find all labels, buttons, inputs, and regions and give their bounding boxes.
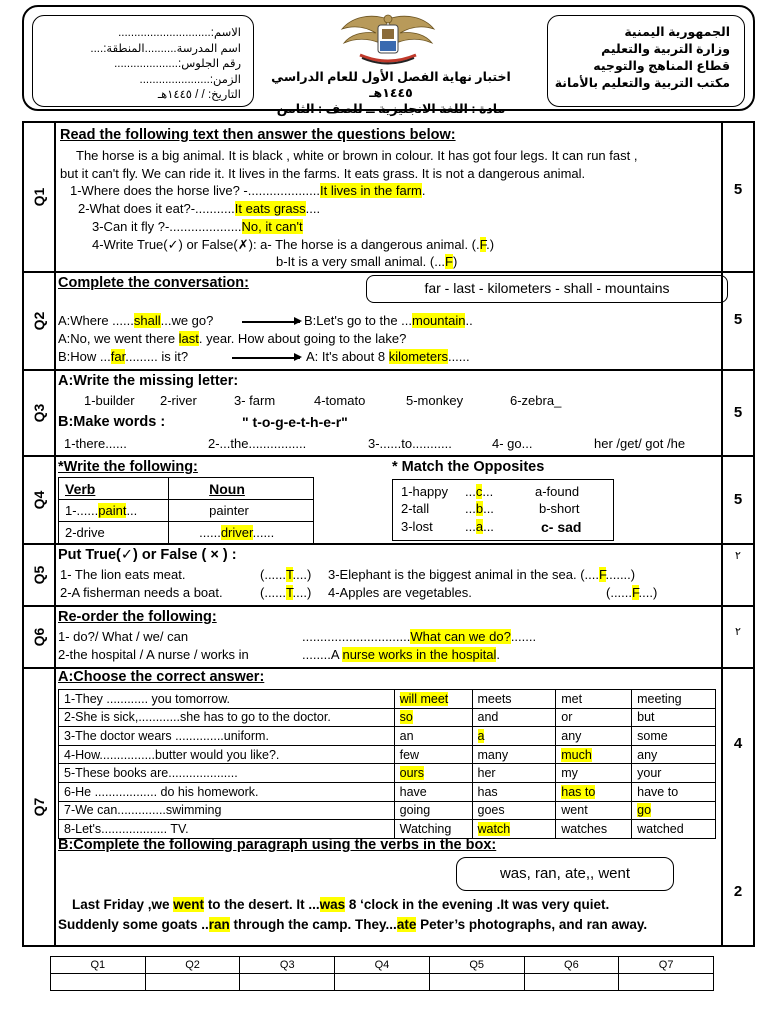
yemen-emblem-icon bbox=[340, 11, 436, 65]
answer: F bbox=[445, 254, 453, 269]
answer-blank: (......T....) bbox=[260, 567, 312, 582]
mcq-question: 2-She is sick,............she has to go to the doctor. bbox=[59, 708, 395, 727]
missing-letter-word: 5-monkey bbox=[406, 393, 464, 408]
mcq-option: some bbox=[632, 727, 716, 746]
mcq-option: any bbox=[556, 727, 632, 746]
conversation-line: A:Where ......shall...we go? bbox=[58, 313, 214, 328]
mcq-option: will meet bbox=[394, 690, 472, 709]
score-cell bbox=[51, 974, 146, 991]
make-word-item: 2-...the................ bbox=[208, 436, 307, 451]
score-header-cell: Q5 bbox=[429, 957, 524, 974]
q1-item-5: b-It is a very small animal. (...F) bbox=[276, 254, 458, 269]
mcq-option: an bbox=[394, 727, 472, 746]
ministry-box: الجمهورية اليمنية وزارة التربية والتعليم قطاع المناهج والتوجيه مكتب التربية والتعليم بالأمانة bbox=[547, 15, 745, 107]
paragraph-line: Suddenly some goats ..ran through the camp. They...ate Peter’s photographs, and ran away. bbox=[58, 917, 648, 932]
section-q2: Q2 Complete the conversation: far - last - kilometers - shall - mountains A:Where ......shall...we go? B:Let's go to the ...mountain.. A:No, we went there last. year. How about going to the lake? B:How ...far......... is it? A: It's about 8 kilometers...... 5 bbox=[24, 273, 753, 371]
word-bank-box: far - last - kilometers - shall - mountains bbox=[366, 275, 728, 303]
mcq-row bbox=[59, 820, 716, 839]
mcq-option: Watching bbox=[394, 820, 472, 839]
make-word-item: 3-......to........... bbox=[368, 436, 452, 451]
score-cell bbox=[524, 974, 619, 991]
verb-box: was, ran, ate,, went bbox=[456, 857, 674, 891]
mcq-question: 4-How................butter would you like?. bbox=[59, 745, 395, 764]
mcq-option: a bbox=[472, 727, 556, 746]
q7b-heading: B:Complete the following paragraph using the verbs in the box: bbox=[58, 837, 497, 853]
q6-heading: Re-order the following: bbox=[58, 609, 217, 625]
table-row: 1-......paint... painter bbox=[59, 500, 314, 522]
section-q5: Q5 Put True(✓) or False ( × ) : 1- The lion eats meat. (......T....) 3-Elephant is the biggest animal in the sea. (....F.......) 2-A fisherman needs a boat. (......T....) 4-Apples are vegetables. (......F....) ٢ bbox=[24, 545, 753, 607]
q7a-heading: A:Choose the correct answer: bbox=[58, 669, 265, 685]
mcq-option: go bbox=[632, 801, 716, 820]
mcq-question: 3-The doctor wears ..............uniform. bbox=[59, 727, 395, 746]
q1-item-1: 1-Where does the horse live? -....................It lives in the farm. bbox=[70, 183, 426, 198]
score-header-cell: Q6 bbox=[524, 957, 619, 974]
mcq-row bbox=[59, 801, 716, 820]
conversation-line: A: It's about 8 kilometers...... bbox=[306, 349, 470, 364]
mcq-question: 6-He .................. do his homework. bbox=[59, 782, 395, 801]
mcq-option: her bbox=[472, 764, 556, 783]
score-header-cell: Q3 bbox=[240, 957, 335, 974]
section-q3: Q3 A:Write the missing letter: 1-builder 2-river 3- farm 4-tomato 5-monkey 6-zebra_ B:Make words : " t-o-g-e-t-h-e-r" 1-there...... 2-...the................ 3-......to........... 4- go... her /get/ got /he 5 bbox=[24, 371, 753, 457]
mcq-row bbox=[59, 708, 716, 727]
verb-noun-table: Verb Noun 1-......paint... painter 2-drive ......driver...... bbox=[58, 477, 314, 544]
exam-header bbox=[22, 5, 755, 116]
student-info-box bbox=[32, 15, 254, 107]
name-field: الاسم:............................. bbox=[118, 27, 241, 39]
mcq-option: few bbox=[394, 745, 472, 764]
mcq-row bbox=[59, 782, 716, 801]
answer: F bbox=[479, 237, 487, 252]
q3b-heading: B:Make words : bbox=[58, 414, 166, 430]
mcq-option: watch bbox=[472, 820, 556, 839]
score-cell bbox=[429, 974, 524, 991]
mcq-option: but bbox=[632, 708, 716, 727]
seat-number-field: رقم الجلوس:.................... bbox=[114, 58, 241, 70]
arrow-icon bbox=[232, 357, 300, 359]
score-header-cell: Q2 bbox=[145, 957, 240, 974]
mcq-row bbox=[59, 745, 716, 764]
school-field: اسم المدرسة..........المنطقة:.... bbox=[90, 42, 241, 55]
answer-blank: (......T....) bbox=[260, 585, 312, 600]
score-header-cell: Q7 bbox=[619, 957, 714, 974]
mcq-question: 8-Let's................... TV. bbox=[59, 820, 395, 839]
score-cell bbox=[335, 974, 430, 991]
mcq-option: has bbox=[472, 782, 556, 801]
mcq-option: going bbox=[394, 801, 472, 820]
q3a-heading: A:Write the missing letter: bbox=[58, 373, 239, 389]
exam-title: اختبار نهاية الفصل الأول للعام الدراسي ١٤٤٥هـ مادة : اللغة الانجليزية ــ للصف : الثامن bbox=[271, 70, 511, 116]
conversation-line: B:Let's go to the ...mountain.. bbox=[304, 313, 473, 328]
section-q7: Q7 A:Choose the correct answer: 1-They ............ you tomorrow. will meet meets met meeting 2-She is sick,............she has to go to the doctor. so and or but 3-The doctor wears ..............uniform. an a any some 4-How................butter would you like?. few many much any 5-These books are.................... ours her my your 6-He .................. do his homework. have has has to have to 7-We can..............swimming going goes went go 8-Let's................... TV. Watching watch watches watched B:Complete the following paragraph using the verbs in the box: was, ran, ate,, went Last Friday ,we went to the desert. It ...was 8 ‘clock in the evening .It was very quiet. Suddenly some goats ..ran through the camp. They...ate Peter’s photographs, and ran away. 4 2 bbox=[24, 669, 753, 945]
answer-blank: (......F....) bbox=[606, 585, 658, 600]
mcq-row bbox=[59, 690, 716, 709]
missing-letter-word: 4-tomato bbox=[314, 393, 366, 408]
answer: It lives in the farm bbox=[320, 183, 422, 198]
date-field: التاريخ: / / ١٤٤٥هـ bbox=[157, 89, 241, 101]
arrow-icon bbox=[242, 321, 300, 323]
mcq-option: goes bbox=[472, 801, 556, 820]
mcq-option: went bbox=[556, 801, 632, 820]
make-word-item: 4- go... bbox=[492, 436, 533, 451]
mcq-option: have to bbox=[632, 782, 716, 801]
reading-text-line: The horse is a big animal. It is black , white or brown in colour. It has got four legs. It can run fast , bbox=[76, 148, 638, 163]
mcq-option: much bbox=[556, 745, 632, 764]
q5-heading: Put True(✓) or False ( × ) : bbox=[58, 547, 237, 563]
mcq-option: your bbox=[632, 764, 716, 783]
missing-letter-word: 1-builder bbox=[84, 393, 135, 408]
mcq-option: many bbox=[472, 745, 556, 764]
exam-body bbox=[22, 121, 755, 947]
reading-text-line: but it can't fly. We can ride it. It lives in the farms. It eats grass. It is not a dangerous animal. bbox=[60, 166, 586, 181]
score-cell bbox=[240, 974, 335, 991]
mcq-option: have bbox=[394, 782, 472, 801]
conversation-line: B:How ...far......... is it? bbox=[58, 349, 189, 364]
time-field: الزمن:...................... bbox=[139, 73, 241, 86]
mcq-option: meets bbox=[472, 690, 556, 709]
mcq-question: 1-They ............ you tomorrow. bbox=[59, 690, 395, 709]
mcq-option: meeting bbox=[632, 690, 716, 709]
mcq-question: 7-We can..............swimming bbox=[59, 801, 395, 820]
paragraph-line: Last Friday ,we went to the desert. It ...was 8 ‘clock in the evening .It was very quiet. bbox=[72, 897, 610, 912]
answer: No, it can't bbox=[241, 219, 303, 234]
q1-item-3: 3-Can it fly ?-....................No, it can't bbox=[92, 219, 303, 234]
match-opposites-box: 1-happy ...c... a-found 2-tall ...b... b-short 3-lost ...a... c- sad bbox=[392, 479, 614, 541]
section-q1 bbox=[24, 123, 753, 273]
missing-letter-word: 2-river bbox=[160, 393, 197, 408]
answer: It eats grass bbox=[234, 201, 306, 216]
mcq-row bbox=[59, 727, 716, 746]
score-cell bbox=[619, 974, 714, 991]
mcq-row bbox=[59, 764, 716, 783]
q4a-heading: *Write the following: bbox=[58, 459, 198, 475]
mcq-table bbox=[58, 689, 716, 839]
score-table bbox=[50, 956, 714, 991]
q1-item-4: 4-Write True(✓) or False(✗): a- The horse is a dangerous animal. (.F.) bbox=[92, 237, 495, 252]
q4b-heading: * Match the Opposites bbox=[392, 459, 545, 475]
mcq-question: 5-These books are.................... bbox=[59, 764, 395, 783]
q1-heading: Read the following text then answer the questions below: bbox=[60, 127, 456, 143]
mcq-option: and bbox=[472, 708, 556, 727]
section-q4: Q4 *Write the following: Verb Noun 1-......paint... painter 2-drive ......driver...... * Match the Opposites 1-happy ...c... a-found 2-tall ...b... b-short 3-lost ...a... c- sad 5 bbox=[24, 457, 753, 545]
mcq-option: any bbox=[632, 745, 716, 764]
section-q6: Q6 Re-order the following: 1- do?/ What / we/ can ..............................What can we do?....... 2-the hospital / A nurse / works in ........A nurse works in the hospital. ٢ bbox=[24, 607, 753, 669]
q2-heading: Complete the conversation: bbox=[58, 275, 249, 291]
section-mark: 5 bbox=[721, 123, 753, 271]
mcq-option: met bbox=[556, 690, 632, 709]
mcq-option: watched bbox=[632, 820, 716, 839]
table-row: 2-drive ......driver...... bbox=[59, 522, 314, 544]
make-word-item: her /get/ got /he bbox=[594, 436, 686, 451]
make-word-item: 1-there...... bbox=[64, 436, 127, 451]
mcq-option: or bbox=[556, 708, 632, 727]
conversation-line: A:No, we went there last. year. How about going to the lake? bbox=[58, 331, 407, 346]
score-cell bbox=[145, 974, 240, 991]
mcq-option: so bbox=[394, 708, 472, 727]
letters-to-use: " t-o-g-e-t-h-e-r" bbox=[242, 414, 348, 430]
mcq-option: watches bbox=[556, 820, 632, 839]
q1-item-2: 2-What does it eat?-...........It eats grass.... bbox=[78, 201, 321, 216]
missing-letter-word: 3- farm bbox=[234, 393, 276, 408]
score-header-cell: Q1 bbox=[51, 957, 146, 974]
mcq-option: has to bbox=[556, 782, 632, 801]
score-header-cell: Q4 bbox=[335, 957, 430, 974]
question-number: Q1 bbox=[24, 123, 56, 271]
mcq-option: ours bbox=[394, 764, 472, 783]
mcq-option: my bbox=[556, 764, 632, 783]
missing-letter-word: 6-zebra_ bbox=[510, 393, 562, 408]
